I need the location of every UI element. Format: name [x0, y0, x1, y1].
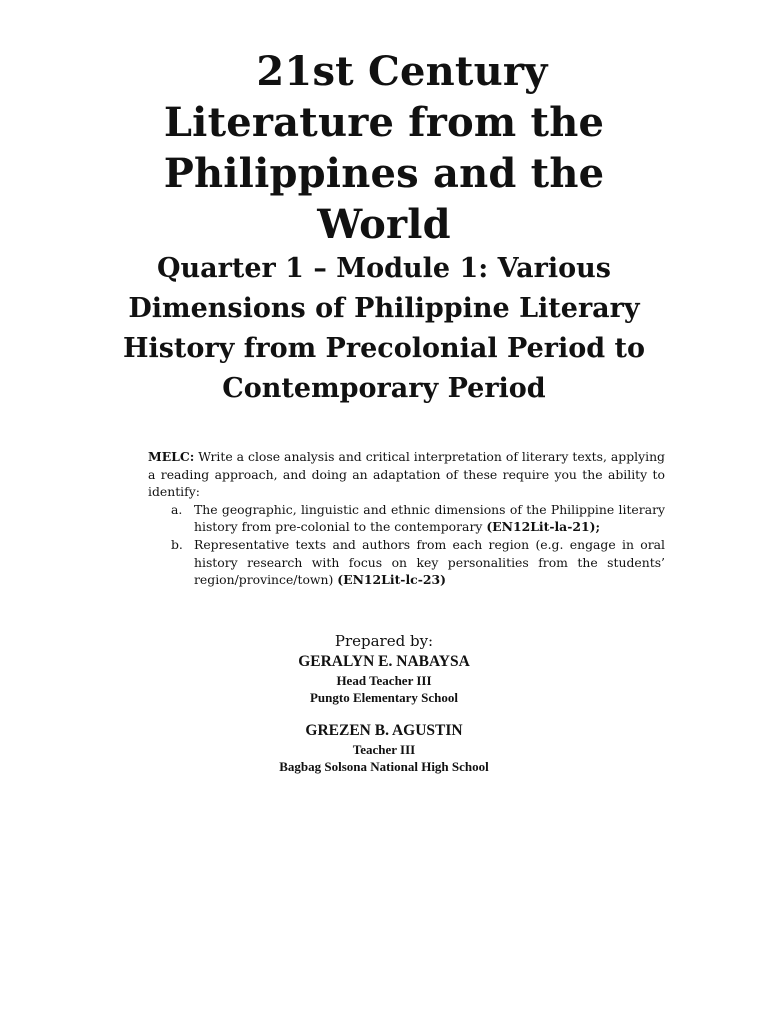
title-line-1: 21st Century — [256, 48, 548, 95]
author-school: Pungto Elementary School — [309, 690, 459, 705]
competency-code: (EN12Lit-lc-23) — [337, 572, 446, 588]
prepared-by-section — [0, 630, 768, 776]
subtitle-line-2: Dimensions of Philippine Literary — [128, 293, 640, 324]
author-role: Teacher III — [352, 742, 416, 757]
module-subtitle — [104, 249, 664, 409]
title-line-3: Philippines and the — [163, 150, 605, 197]
author-school: Bagbag Solsona National High School — [279, 759, 489, 774]
author-name: GREZEN B. AGUSTIN — [305, 722, 463, 739]
list-marker: b. — [171, 536, 183, 552]
subtitle-line-3: History from Precolonial Period to — [122, 333, 646, 364]
melc-intro-text: Write a close analysis and critical interpretation of literary texts, applying a reading approach, and doing an adaptation of these require you the ability to identify: — [148, 449, 665, 500]
title-line-2: Literature from the — [163, 99, 605, 146]
subtitle-line-1: Quarter 1 – Module 1: Various — [157, 253, 611, 284]
prepared-by-label: Prepared by: — [334, 632, 434, 650]
melc-intro-paragraph — [148, 448, 665, 501]
author-role: Head Teacher III — [336, 673, 432, 688]
competency-text: Representative texts and authors from each region (e.g. engage in oral history research with focus on key personalities from the students’ region/province/town) — [194, 536, 665, 588]
title-line-4: World — [317, 201, 451, 248]
module-title — [150, 46, 618, 250]
competency-code: (EN12Lit-la-21); — [486, 519, 601, 535]
subtitle-line-4: Contemporary Period — [222, 373, 546, 404]
competency-list — [148, 501, 665, 589]
melc-label: MELC: — [148, 449, 195, 464]
competency-text: The geographic, linguistic and ethnic dimensions of the Philippine literary history from pre-colonial to the contemporary — [194, 501, 665, 535]
list-marker: a. — [171, 501, 183, 517]
author-name: GERALYN E. NABAYSA — [298, 653, 470, 670]
melc-section — [148, 448, 665, 589]
author-spacer — [0, 707, 768, 721]
competency-item — [148, 501, 665, 536]
competency-item — [148, 536, 665, 589]
